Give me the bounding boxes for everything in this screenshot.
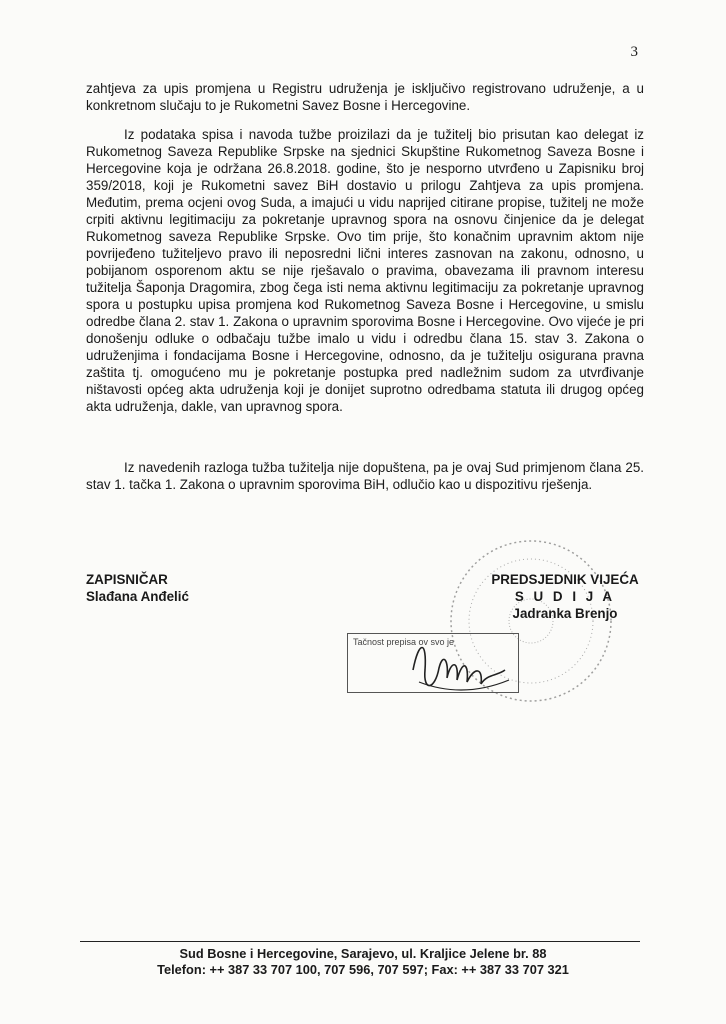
- signature-right-role: PREDSJEDNIK VIJEĆA: [491, 572, 639, 587]
- signature-left-role: ZAPISNIČAR: [86, 572, 168, 587]
- signature-right-name: Jadranka Brenjo: [512, 606, 618, 621]
- footer-contact: Telefon: ++ 387 33 707 100, 707 596, 707 597; Fax: ++ 387 33 707 321: [157, 962, 569, 977]
- signature-right: [470, 571, 660, 622]
- signature-left: [86, 571, 189, 605]
- copy-stamp-text: Tačnost prepisa ov svo je: [353, 637, 455, 647]
- body-paragraph-3: Iz navedenih razloga tužba tužitelja nije dopuštena, pa je ovaj Sud primjenom člana 25. stav 1. tačka 1. Zakona o upravnim sporovima BiH, odlučio kao u dispozitivu rješenja.: [86, 460, 644, 492]
- footer-address: Sud Bosne i Hercegovine, Sarajevo, ul. Kraljice Jelene br. 88: [179, 946, 547, 961]
- page-number: 3: [630, 44, 638, 60]
- body-paragraph-2: Iz podataka spisa i navoda tužbe proizilazi da je tužitelj bio prisutan kao delegat iz Rukometnog Saveza Republike Srpske na sjednici Skupštine Rukometnog Saveza Bosne i Hercegovine koja je održana 26.8.2018. godine, što je nesporno utvrđeno u Zapisniku broj 359/2018, koji je Rukometni savez BiH dostavio u prilogu Zahtjeva za upis promjena. Međutim, prema ocjeni ovog Suda, a imajući u vidu naprijed citirane propise, tužitelj ne može crpiti aktivnu legitimaciju za pokretanje upravnog spora na osnovu činjenice da je delegat Rukometnog saveza Republike Srpske. Ovo tim prije, što konačnim upravnim aktom nije povrijeđeno tužiteljevo pravo ili neposredni lični interes zasnovan na zakonu, odnosno, u pobijanom osporenom aktu se nije rješavalo o pravima, obavezama ili pravnom interesu tužitelja Šaponja Dragomira, zbog čega isti nema aktivnu legitimaciju za pokretanje upravnog spora u postupku upisa promjena kod Rukometnog Saveza Bosne i Hercegovine, u smislu odredbe člana 2. stav 1. Zakona o upravnim sporovima Bosne i Hercegovine. Ovo vijeće je pri donošenju odluke o odbačaju tužbe imalo u vidu i odredbu člana 15. stav 3. Zakona o udruženjima i fondacijama Bosne i Hercegovine, odnosno, da je tužitelju osigurana pravna zaštita tj. omogućeno mu je pokretanje postupka pred nadležnim sudom za utvrđivanje ništavosti općeg akta udruženja koji je donijet suprotno odredbama statuta ili drugog općeg akta udruženja, dakle, van upravnog spora.: [86, 127, 644, 414]
- footer-divider: [80, 941, 640, 942]
- body-paragraph-1: zahtjeva za upis promjena u Registru udruženja je isključivo registrovano udruženje, a u konkretnom slučaju to je Rukometni Savez Bosne i Hercegovine.: [86, 81, 644, 113]
- signature-right-title: S U D I J A: [514, 589, 616, 604]
- footer: [60, 946, 666, 978]
- handwritten-signature-icon: [405, 630, 515, 700]
- signature-left-name: Slađana Anđelić: [86, 589, 189, 604]
